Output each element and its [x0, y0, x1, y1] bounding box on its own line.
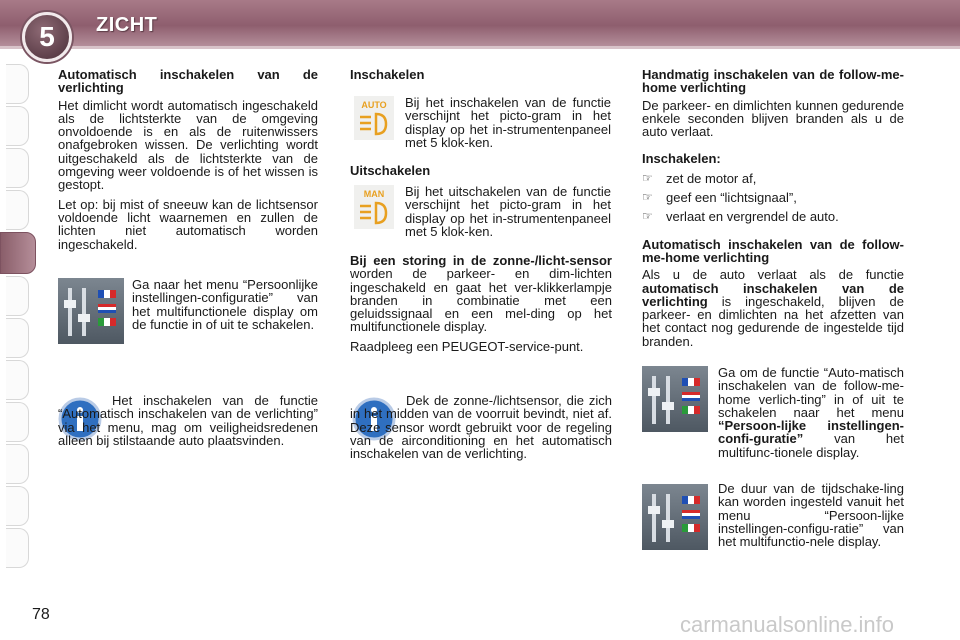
- column-2: [350, 68, 612, 87]
- note1-bold: “Persoon-lijke instellingen-confi-guratie”: [718, 418, 904, 447]
- chapter-tab-10[interactable]: [6, 444, 29, 484]
- chapter-tab-8[interactable]: [6, 360, 29, 400]
- header-divider: [0, 46, 960, 49]
- pointing-hand-icon: ☞: [642, 170, 653, 185]
- sensor-fault-text: worden de parkeer- en dim-lichten ingeschakeld en gaat het ver-klikkerlampje branden in combinatie met een geluidssignaal en een mel-ding op het multifunctionele display.: [350, 266, 612, 335]
- note1-part-a: Ga om de functie “Auto-matisch inschakelen van de follow-me-home verlich-ting” in of uit te schakelen naar het menu: [718, 365, 904, 420]
- pointing-hand-icon: ☞: [642, 190, 653, 205]
- man-icon-label: MAN: [363, 189, 385, 199]
- list-item-text: zet de motor af,: [666, 170, 757, 186]
- auto-lights-warning-paragraph: Let op: bij mist of sneeuw kan de lichtsensor voldoende licht waarnemen en zullen de lichten niet automatisch worden ingeschakeld.: [58, 196, 318, 252]
- man-headlamp-icon: [354, 185, 394, 229]
- heading-switch-on: Inschakelen: [350, 67, 425, 82]
- column-1: [58, 68, 318, 257]
- para2-bold: automatisch inschakelen van de verlichting: [642, 280, 904, 309]
- info-note-col2: [350, 394, 612, 460]
- note1-part-b: van het multifunc-tionele display.: [718, 431, 904, 460]
- chapter-tab-11[interactable]: [6, 486, 29, 526]
- manual-follow-me-home-paragraph: De parkeer- en dimlichten kunnen gedurende enkele seconden blijven branden als u de auto verlaat.: [642, 97, 904, 140]
- man-icon-text: Bij het uitschakelen van de functie verschijnt het picto-gram in het display op het in-strumentenpaneel met 5 klok-ken.: [405, 184, 611, 239]
- settings-sliders-flags-icon: [642, 484, 708, 550]
- pointing-hand-icon: ☞: [642, 209, 653, 224]
- sensor-fault-bold: Bij een storing in de zonne-/licht-sensor: [350, 253, 612, 268]
- auto-lights-paragraph: Het dimlicht wordt automatisch ingeschakeld als de lichtsterkte van de omgeving onvoldoende is en als de ruitenwissers onafgebroken wissen. De verlichting wordt uitgeschakeld als de lichtsterkte van de omgeving weer voldoende is of het wissen is gestopt.: [58, 97, 318, 193]
- chapter-tab-9[interactable]: [6, 402, 29, 442]
- heading-auto-follow-me-home: Automatisch inschakelen van de follow-me-home verlichting: [642, 236, 904, 265]
- chapter-tab-4[interactable]: [6, 190, 29, 230]
- chapter-tab-1[interactable]: [6, 64, 29, 104]
- list-item-text: verlaat en vergrendel de auto.: [666, 209, 839, 225]
- chapter-number-badge: 5: [22, 12, 72, 62]
- info-note-col2-text: Dek de zonne-/lichtsensor, die zich in het midden van de voorruit bevindt, niet af. Deze sensor wordt gebruikt voor de regeling van de airconditioning en het automatisch inschakelen van de verlichting.: [350, 393, 612, 462]
- sensor-fault-paragraph: [350, 254, 612, 334]
- auto-icon-text: Bij het inschakelen van de functie verschijnt het picto-gram in het display op het in-strumentenpaneel met 5 klok-ken.: [405, 95, 611, 150]
- auto-icon-label: AUTO: [361, 100, 387, 110]
- auto-follow-me-home-paragraph: [642, 268, 904, 348]
- column-3: [642, 68, 904, 354]
- para2-part-b: is ingeschakeld, blijven de parkeer- en dimlichten na het afzetten van het contact nog gedurende de ingestelde tijd branden.: [642, 293, 904, 349]
- service-paragraph: Raadpleeg een PEUGEOT-service-punt.: [350, 338, 584, 354]
- auto-headlamp-icon: [354, 96, 394, 140]
- chapter-tab-2[interactable]: [6, 106, 29, 146]
- list-item-text: geef een “lichtsignaal”,: [666, 190, 797, 206]
- para2-part-a: Als u de auto verlaat als de functie: [642, 267, 904, 283]
- chapter-tabs: [0, 64, 34, 572]
- section-heading-auto-lights: Automatisch inschakelen van de verlichting: [58, 67, 318, 96]
- watermark: carmanualsonline.info: [680, 612, 895, 637]
- info-note-col1: [58, 394, 318, 447]
- info-note-col1-text: Het inschakelen van de functie “Automatisch inschakelen van de verlichting” via het menu, mag om veiligheidsredenen alleen bij stilstaande auto plaatsvinden.: [58, 393, 318, 448]
- column-2-off: [350, 164, 612, 183]
- chapter-tab-7[interactable]: [6, 318, 29, 358]
- menu-note-col3-1: [718, 366, 904, 459]
- chapter-tab-3[interactable]: [6, 148, 29, 188]
- chapter-tab-6[interactable]: [6, 276, 29, 316]
- page-number: 78: [32, 606, 50, 623]
- heading-manual-follow-me-home: Handmatig inschakelen van de follow-me-home verlichting: [642, 67, 904, 96]
- chapter-title: ZICHT: [96, 14, 158, 36]
- menu-note-col1: Ga naar het menu “Persoonlijke instellingen-configuratie” van het multifunctionele display om de functie in of uit te schakelen.: [132, 277, 318, 332]
- heading-switch-off: Uitschakelen: [350, 163, 431, 178]
- list-item: [642, 172, 904, 185]
- menu-note-col3-2: De duur van de tijdschake-ling kan worden ingesteld vanuit het menu “Persoon-lijke instellingen-configu-ratie” van het multifunctio-nele display.: [718, 481, 904, 550]
- column-2-fault: [350, 254, 612, 359]
- settings-sliders-flags-icon: [642, 366, 708, 432]
- list-item: [642, 191, 904, 204]
- chapter-tab-5-active[interactable]: [0, 232, 36, 274]
- settings-sliders-flags-icon: [58, 278, 124, 344]
- heading-switch-on-steps: Inschakelen:: [642, 151, 721, 167]
- list-item: [642, 210, 904, 223]
- chapter-tab-12[interactable]: [6, 528, 29, 568]
